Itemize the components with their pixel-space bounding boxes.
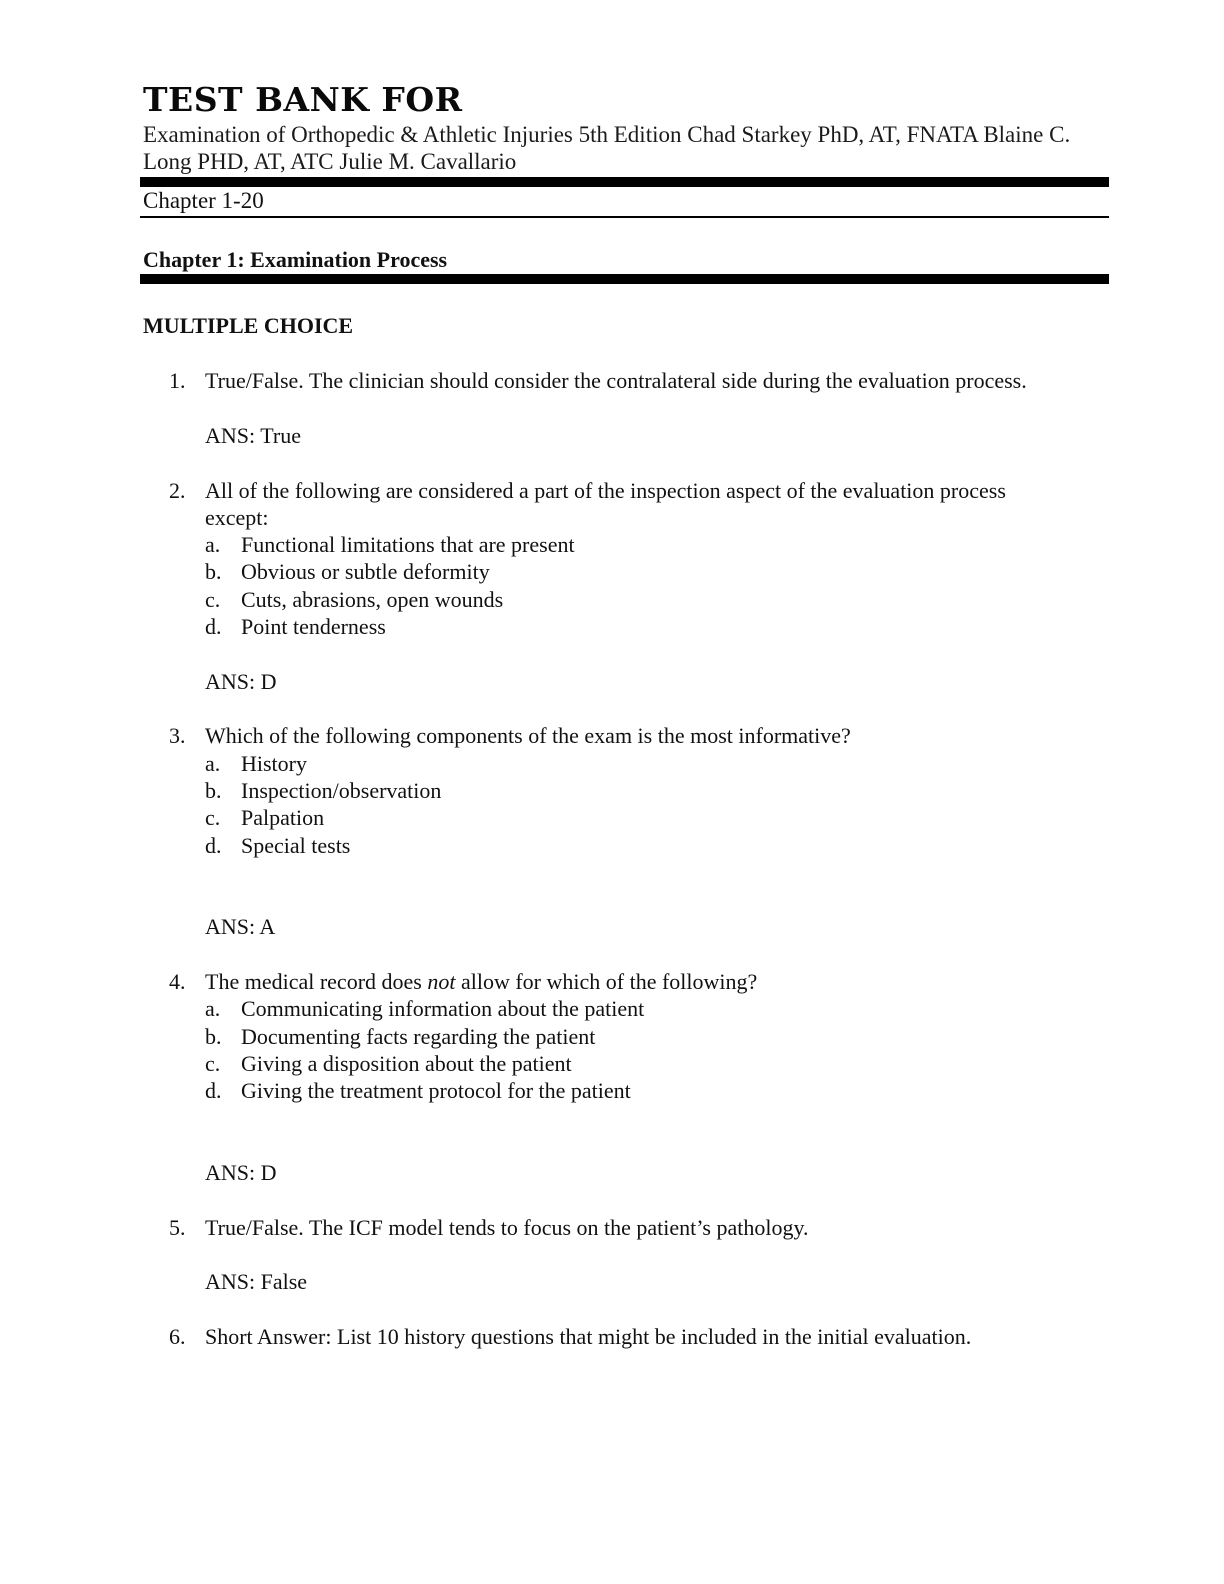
option-letter: d.: [205, 1078, 222, 1103]
book-title-line-1: Examination of Orthopedic & Athletic Injuries 5th Edition Chad Starkey PhD, AT, FNATA Blaine C.: [143, 122, 1071, 147]
option-letter: c.: [205, 1051, 221, 1076]
option-letter: c.: [205, 805, 221, 830]
option-letter: a.: [205, 751, 221, 776]
question-text-line-1: All of the following are considered a part of the inspection aspect of the evaluation process: [205, 478, 1006, 503]
option-letter: d.: [205, 614, 222, 639]
question-text: True/False. The clinician should consider the contralateral side during the evaluation process.: [205, 368, 1027, 393]
question-number: 6.: [169, 1324, 186, 1349]
option-text: Functional limitations that are present: [241, 532, 575, 557]
option-text: Communicating information about the patient: [241, 996, 645, 1021]
question-text-end: allow for which of the following?: [455, 969, 758, 994]
header-thin-rule: [140, 216, 1109, 218]
question-number: 2.: [169, 478, 186, 503]
option-letter: b.: [205, 1024, 222, 1049]
question-number: 3.: [169, 723, 186, 748]
question-number: 5.: [169, 1215, 186, 1240]
section-heading: MULTIPLE CHOICE: [143, 313, 354, 338]
chapter-thick-rule: [140, 274, 1109, 284]
option-text: Documenting facts regarding the patient: [241, 1024, 596, 1049]
option-text: Cuts, abrasions, open wounds: [241, 587, 504, 612]
option-text: Point tenderness: [241, 614, 386, 639]
option-letter: a.: [205, 532, 221, 557]
option-text: Inspection/observation: [241, 778, 442, 803]
option-text: Giving a disposition about the patient: [241, 1051, 572, 1076]
option-text: Palpation: [241, 805, 325, 830]
answer: ANS: D: [205, 669, 277, 694]
answer: ANS: False: [205, 1269, 308, 1294]
option-letter: a.: [205, 996, 221, 1021]
option-letter: b.: [205, 778, 222, 803]
chapter-range: Chapter 1-20: [143, 188, 264, 213]
option-text: Special tests: [241, 833, 351, 858]
question-number: 4.: [169, 969, 186, 994]
question-text: [205, 968, 757, 995]
question-number: 1.: [169, 368, 186, 393]
question-text-emphasis: not: [427, 969, 456, 994]
answer: ANS: D: [205, 1160, 277, 1185]
chapter-heading: Chapter 1: Examination Process: [143, 247, 448, 272]
test-bank-title: TEST BANK FOR: [143, 80, 463, 119]
question-text: True/False. The ICF model tends to focus on the patient’s pathology.: [205, 1215, 809, 1240]
answer: ANS: A: [205, 914, 276, 939]
book-title-line-2: Long PHD, AT, ATC Julie M. Cavallario: [143, 149, 517, 174]
option-text: History: [241, 751, 307, 776]
option-letter: c.: [205, 587, 221, 612]
question-text-start: The medical record does: [205, 969, 428, 994]
option-letter: d.: [205, 833, 222, 858]
header-thick-rule: [140, 177, 1109, 187]
question-text: Short Answer: List 10 history questions that might be included in the initial evaluation.: [205, 1324, 972, 1349]
answer: ANS: True: [205, 423, 301, 448]
option-letter: b.: [205, 559, 222, 584]
question-text-line-2: except:: [205, 505, 269, 530]
question-text: Which of the following components of the exam is the most informative?: [205, 723, 851, 748]
option-text: Giving the treatment protocol for the patient: [241, 1078, 631, 1103]
option-text: Obvious or subtle deformity: [241, 559, 490, 584]
